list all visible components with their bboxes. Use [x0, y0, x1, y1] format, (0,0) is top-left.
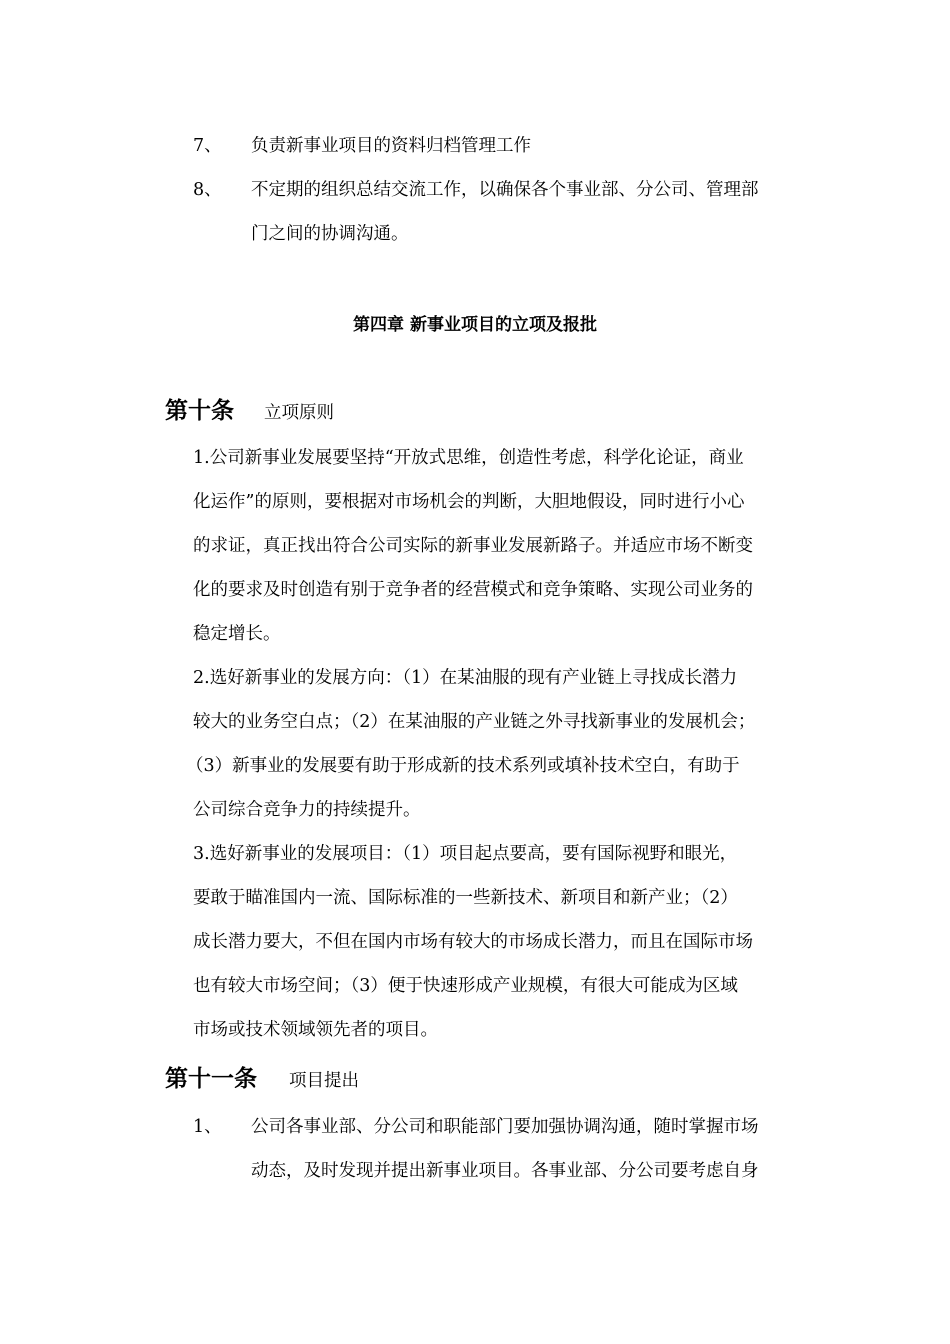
article-10-p2-line-2: 较大的业务空白点；（2）在某油服的产业链之外寻找新事业的发展机会；: [193, 712, 756, 732]
article-11-item-1-line-2: 动态，及时发现并提出新事业项目。各事业部、分公司要考虑自身: [251, 1161, 759, 1181]
article-10-p3-line-3: 成长潜力要大，不但在国内市场有较大的市场成长潜力，而且在国际市场: [193, 932, 753, 952]
list-item-8-line-1: 不定期的组织总结交流工作，以确保各个事业部、分公司、管理部: [251, 180, 759, 200]
article-11-subtitle: 项目提出: [289, 1071, 359, 1091]
article-10-p3-line-4: 也有较大市场空间；（3）便于快速形成产业规模，有很大可能成为区域: [193, 976, 738, 996]
list-item-7-line-1: 负责新事业项目的资料归档管理工作: [251, 136, 531, 156]
article-10-p1-line-3: 的求证，真正找出符合公司实际的新事业发展新路子。并适应市场不断变: [193, 536, 753, 556]
article-11-heading: 第十一条: [165, 1066, 257, 1092]
article-10-p2-line-3: （3）新事业的发展要有助于形成新的技术系列或填补技术空白，有助于: [186, 756, 740, 776]
article-10-p3-line-1: 3.选好新事业的发展项目：（1）项目起点要高，要有国际视野和眼光，: [193, 844, 738, 864]
list-num-8: 8、: [193, 180, 222, 200]
article-10-p3-line-2: 要敢于瞄准国内一流、国际标准的一些新技术、新项目和新产业；（2）: [193, 888, 738, 908]
chapter-title: 第四章 新事业项目的立项及报批: [353, 315, 597, 335]
article-10-p1-line-5: 稳定增长。: [193, 624, 281, 644]
list-item-8-line-2: 门之间的协调沟通。: [251, 224, 409, 244]
article-10-p1-line-4: 化的要求及时创造有别于竞争者的经营模式和竞争策略、实现公司业务的: [193, 580, 753, 600]
article-10-p1-line-2: 化运作”的原则，要根据对市场机会的判断，大胆地假设，同时进行小心: [193, 492, 745, 512]
list-num-7: 7、: [193, 136, 222, 156]
article-10-heading: 第十条: [165, 398, 234, 424]
article-10-p2-line-1: 2.选好新事业的发展方向：（1）在某油服的现有产业链上寻找成长潜力: [193, 668, 738, 688]
article-10-p2-line-4: 公司综合竞争力的持续提升。: [193, 800, 421, 820]
article-10-p1-line-1: 1.公司新事业发展要坚持“开放式思维，创造性考虑，科学化论证，商业: [193, 448, 744, 468]
article-10-p3-line-5: 市场或技术领域领先者的项目。: [193, 1020, 438, 1040]
article-11-num-1: 1、: [193, 1117, 222, 1137]
article-11-item-1-line-1: 公司各事业部、分公司和职能部门要加强协调沟通，随时掌握市场: [251, 1117, 759, 1137]
article-10-subtitle: 立项原则: [264, 403, 334, 423]
